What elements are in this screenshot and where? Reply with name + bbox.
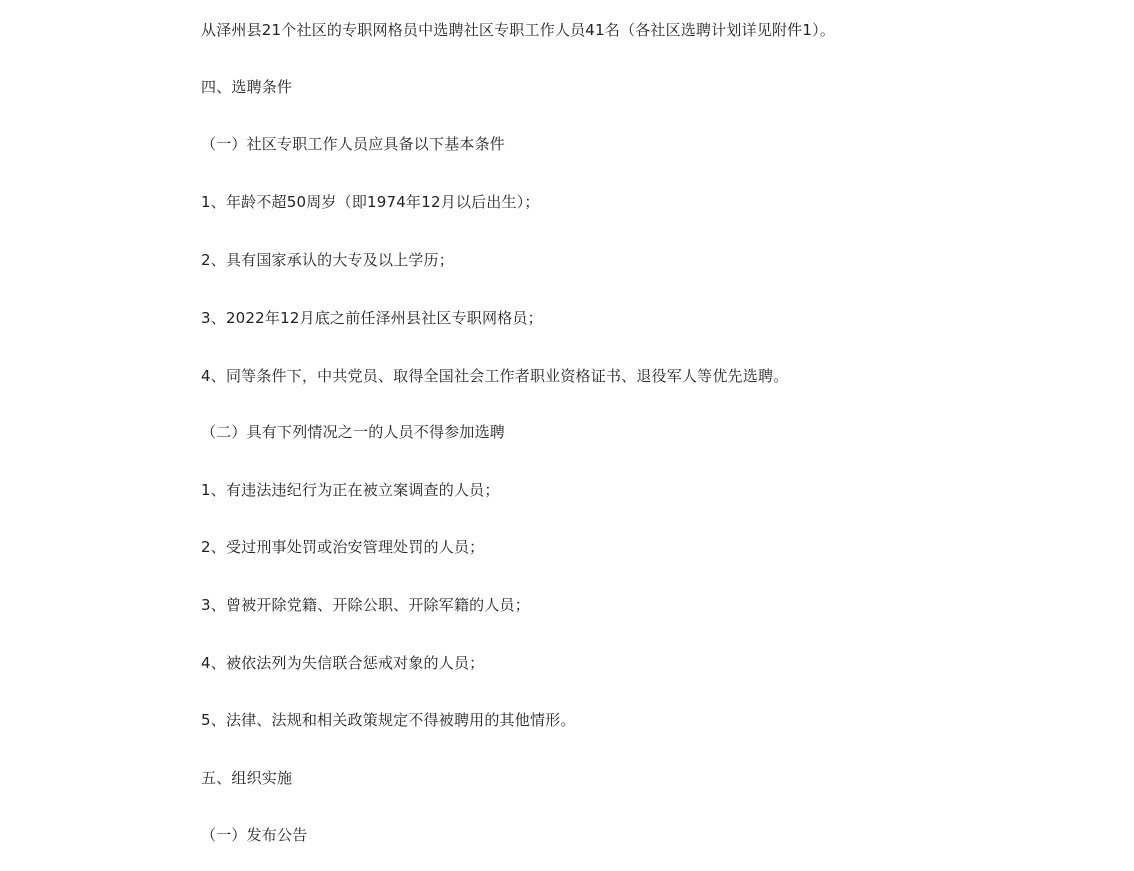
condition-item-grid-worker: 3、2022年12月底之前任泽州县社区专职网格员； bbox=[201, 309, 543, 327]
disqualification-item-expelled: 3、曾被开除党籍、开除公职、开除军籍的人员； bbox=[201, 596, 530, 614]
heading-section-4: 四、选聘条件 bbox=[201, 78, 293, 96]
heading-section-5: 五、组织实施 bbox=[201, 769, 293, 787]
disqualification-item-punishment: 2、受过刑事处罚或治安管理处罚的人员； bbox=[201, 538, 485, 556]
disqualification-item-investigation: 1、有违法违纪行为正在被立案调查的人员； bbox=[201, 481, 500, 499]
disqualification-item-credit: 4、被依法列为失信联合惩戒对象的人员； bbox=[201, 654, 485, 672]
subheading-publish-notice: （一）发布公告 bbox=[201, 826, 308, 844]
condition-item-age: 1、年龄不超50周岁（即1974年12月以后出生）； bbox=[201, 193, 540, 211]
subheading-basic-conditions: （一）社区专职工作人员应具备以下基本条件 bbox=[201, 135, 506, 153]
condition-item-priority: 4、同等条件下，中共党员、取得全国社会工作者职业资格证书、退役军人等优先选聘。 bbox=[201, 367, 789, 385]
subheading-disqualifications: （二）具有下列情况之一的人员不得参加选聘 bbox=[201, 423, 506, 441]
paragraph-recruitment-scope: 从泽州县21个社区的专职网格员中选聘社区专职工作人员41名（各社区选聘计划详见附件1）。 bbox=[201, 21, 836, 39]
disqualification-item-other: 5、法律、法规和相关政策规定不得被聘用的其他情形。 bbox=[201, 711, 576, 729]
condition-item-education: 2、具有国家承认的大专及以上学历； bbox=[201, 251, 454, 269]
